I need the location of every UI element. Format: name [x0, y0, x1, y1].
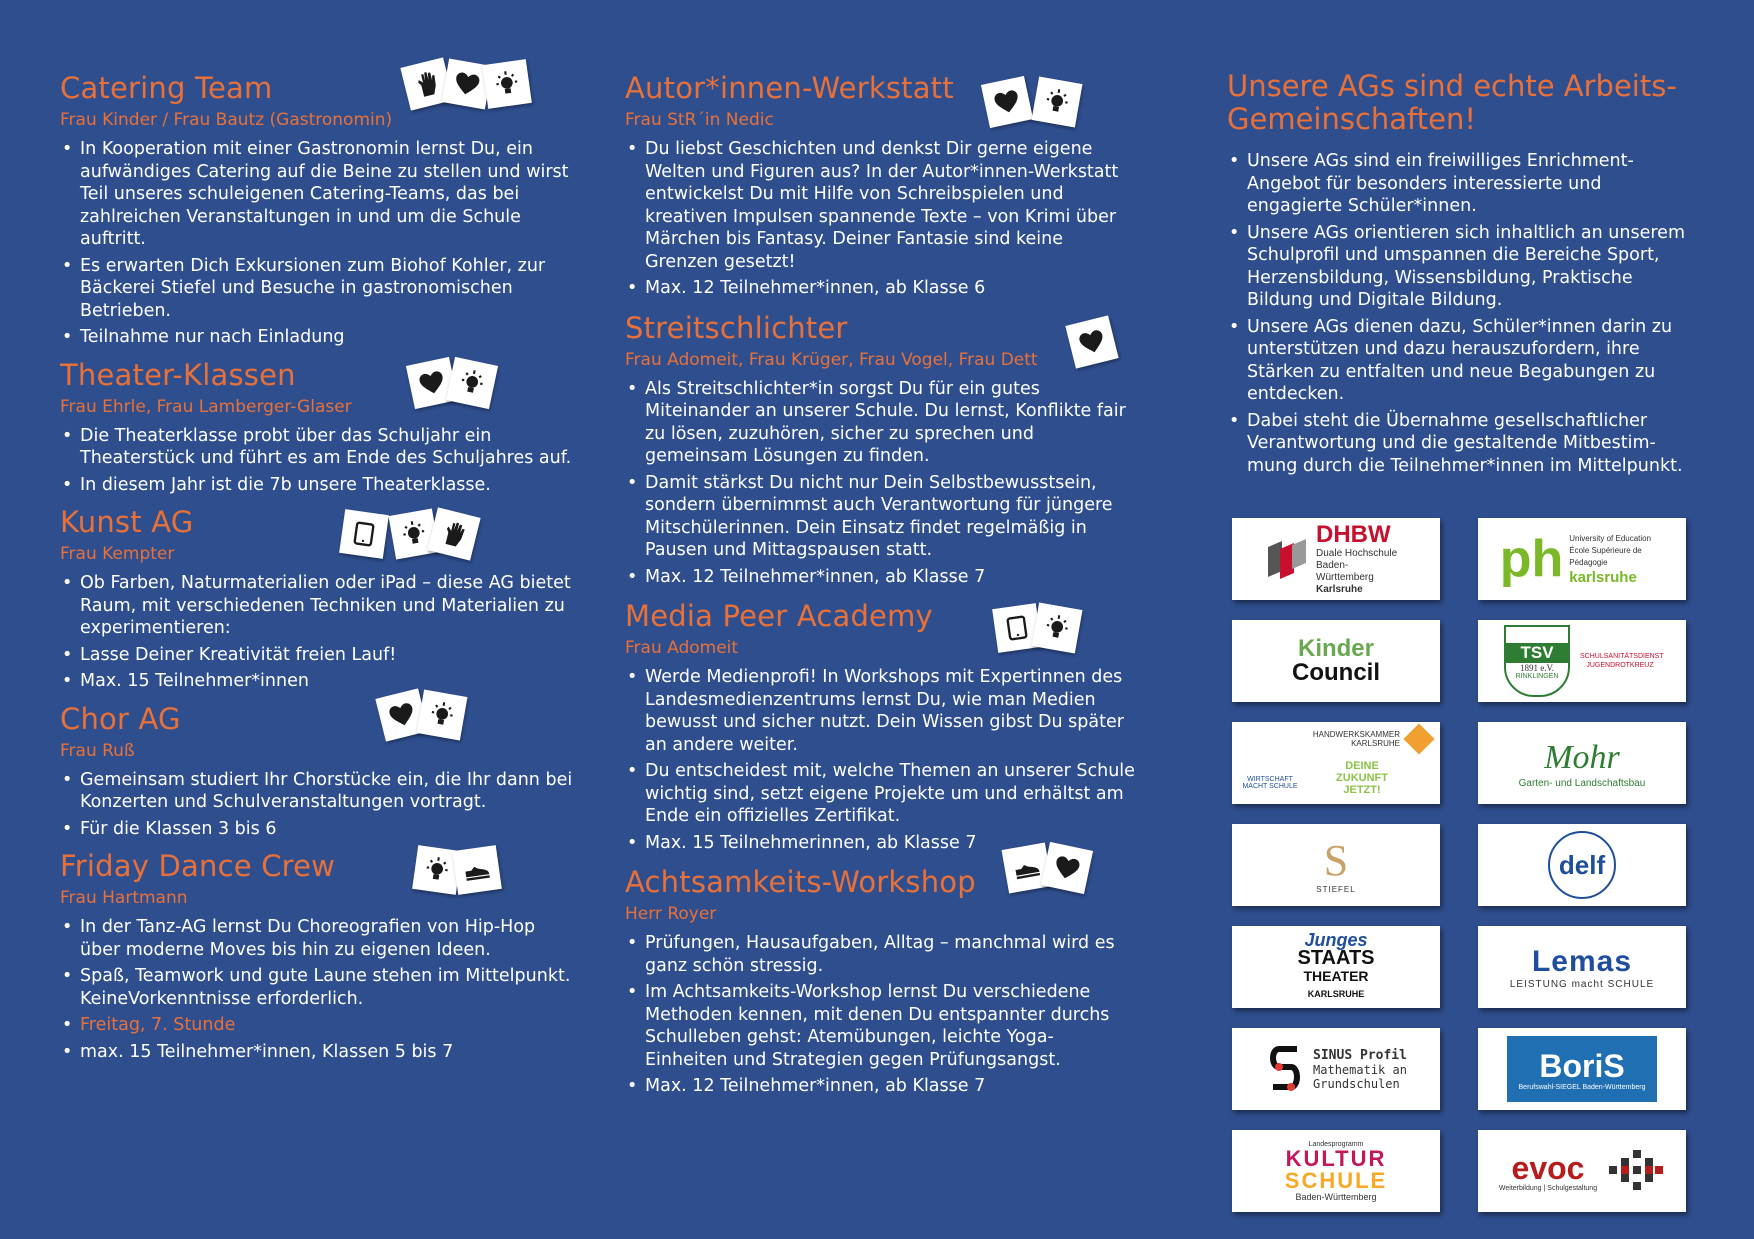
list-item: • Die Theaterklasse probt über das Schuljahr ein Theaterstück und führt es am Ende des Schuljahres auf.	[60, 425, 580, 470]
ag-lead: Frau Kempter	[60, 544, 175, 564]
list-item: • Unsere AGs orientieren sich inhaltlich an unserem Schulprofil und umspannen die Bereiche Sport, Herzensbildung, Wissensbildung, Praktische Bildung und Digitale Bildung.	[1227, 222, 1697, 312]
ag-title: Autor*innen-Werkstatt	[625, 71, 954, 105]
logo-line2: STAATS	[1297, 947, 1375, 969]
logo-line2: Council	[1292, 659, 1380, 686]
logo-place: RINKLINGEN	[1515, 672, 1559, 680]
list-item: • Im Achtsamkeits-Workshop lernst Du verschiedene Methoden kennen, mit denen Du entspannter durchs Schulleben gehst: Atemübungen, leichte Yoga-Einheiten und Strategien gegen Prüfungsangst.	[625, 981, 1135, 1071]
logo-line3: THEATER	[1303, 968, 1369, 984]
logo-line1: Junges	[1304, 930, 1368, 950]
logo-sub: LEISTUNG macht SCHULE	[1509, 978, 1655, 990]
partner-logos	[1232, 518, 1692, 1212]
icon-group	[1070, 320, 1110, 364]
tablet-icon	[339, 509, 389, 559]
list-item: • Du entscheidest mit, welche Themen an unserer Schule wichtig sind, setzt eigene Projekte um und erhältst am Ende ein offizielles Zertifikat.	[625, 760, 1135, 828]
heart-icon	[981, 76, 1033, 128]
ag-title: Theater-Klassen	[60, 357, 296, 392]
ag-title: Friday Dance Crew	[60, 849, 336, 883]
list-item: • Du liebst Geschichten und denkst Dir gerne eigene Welten und Figuren aus? In der Autor*innen-Werkstatt entwickelst Du mit Hilfe von Schreibspielen und kreativen Impulsen spannende Texte – von Krimi über Märchen bis Fantasy. Deiner Fantasie sind keine Grenzen gesetzt!	[625, 138, 1135, 273]
evoc-mark-icon	[1605, 1146, 1665, 1196]
sinus-mark-icon	[1265, 1039, 1305, 1099]
list-item: • Teilnahme nur nach Einladung	[60, 326, 580, 349]
list-item: • Werde Medienprofi! In Workshops mit Expertinnen des Landesmedienzentrums lernst Du, wie man Medien bewusst und sicher nutzt. Dein Wissen gibst Du später an andere weiter.	[625, 666, 1135, 756]
list-item: • Damit stärkst Du nicht nur Dein Selbstbewusstsein, sondern übernimmst auch Verantwortung für jüngere Mitschülerinnen. Dein Einsatz findet regelmäßig in Pausen und Mittagspausen statt.	[625, 472, 1135, 562]
logo-top: Landesprogramm	[1308, 1140, 1364, 1148]
list-item: • Lasse Deiner Kreativität freien Lauf!	[60, 644, 580, 667]
logo-left: WIRTSCHAFT MACHT SCHULE	[1242, 776, 1298, 790]
logo-mohr	[1478, 722, 1686, 804]
logo-sub: Berufswahl-SIEGEL Baden-Württemberg	[1518, 1083, 1646, 1091]
logo-ring: SCHULSANITÄTSDIENST JUGENDROTKREUZ	[1580, 653, 1664, 669]
ag-dance	[60, 848, 580, 1063]
list-item: • Für die Klassen 3 bis 6	[60, 818, 580, 841]
logo-line1: KULTUR	[1285, 1145, 1387, 1171]
logo-line2: SCHULE	[1284, 1167, 1388, 1193]
logo-sub2: Grundschulen	[1313, 1076, 1400, 1091]
logo-delf	[1478, 824, 1686, 906]
logo-staatstheater	[1232, 926, 1440, 1008]
ag-title: Kunst AG	[60, 505, 194, 539]
list-item: • Max. 12 Teilnehmer*innen, ab Klasse 7	[625, 566, 1135, 589]
ag-lead: Frau Kinder / Frau Bautz (Gastronomin)	[60, 110, 393, 130]
ag-list	[625, 138, 1135, 300]
icon-group	[342, 512, 472, 556]
logo-title: Mohr	[1544, 738, 1620, 776]
logo-year: 1891 e.V.	[1519, 662, 1555, 673]
list-item: • Als Streitschlichter*in sorgst Du für ein gutes Miteinander an unserer Schule. Du lernst, Konflikte fair zu lösen, zuzuhören, sicher zu sprechen und gemeinsam Lösungen zu finden.	[625, 378, 1135, 468]
list-item: • Prüfungen, Hausaufgaben, Alltag – manchmal wird es ganz schön stressig.	[625, 932, 1135, 977]
ag-lead: Frau Adomeit, Frau Krüger, Frau Vogel, Frau Dett	[625, 349, 1038, 370]
page-title: Unsere AGs sind echte Arbeits-Gemeinschaften!	[1227, 69, 1677, 136]
list-item: • Unsere AGs dienen dazu, Schüler*innen darin zu unterstützen und dazu herauszufordern, ihre Stärken zu entfalten und neue Begabungen zu entdecken.	[1227, 316, 1697, 406]
list-item: • Max. 12 Teilnehmer*innen, ab Klasse 7	[625, 1075, 1135, 1098]
logo-sub1: Mathematik an	[1313, 1062, 1407, 1077]
list-item: • max. 15 Teilnehmer*innen, Klassen 5 bis 7	[60, 1041, 580, 1064]
shoe-icon	[452, 845, 502, 895]
ag-list	[625, 932, 1135, 1098]
logo-title: Lemas	[1531, 944, 1633, 978]
logo-lemas	[1478, 926, 1686, 1008]
list-item: • Freitag, 7. Stunde	[60, 1014, 580, 1037]
ag-list	[625, 666, 1135, 854]
hwk-mark-icon	[1403, 723, 1434, 754]
list-item: • In der Tanz-AG lernst Du Choreografien von Hip-Hop über moderne Moves bis hin zu eigenen Ideen.	[60, 916, 580, 961]
ag-lead: Frau Adomeit	[625, 638, 739, 658]
logo-line4: KARLSRUHE	[1307, 989, 1365, 999]
ag-title: Chor AG	[60, 701, 181, 736]
ag-kunst	[60, 504, 580, 693]
ag-catering	[60, 70, 580, 349]
logo-evoc	[1478, 1130, 1686, 1212]
logo-title: delf	[1558, 849, 1606, 880]
logo-title: TSV	[1506, 643, 1568, 663]
column-middle	[625, 70, 1135, 1102]
ag-list	[625, 378, 1135, 589]
ag-achtsam	[625, 864, 1135, 1098]
logo-sub: Weiterbildung | Schulgestaltung	[1498, 1184, 1598, 1192]
bulb-icon	[1032, 603, 1083, 654]
logo-boris	[1478, 1028, 1686, 1110]
logo-title: evoc	[1511, 1149, 1585, 1186]
list-item: • Ob Farben, Naturmaterialien oder iPad – diese AG bietet Raum, mit verschiedenen Techniken und Materialien zu experimentieren:	[60, 572, 580, 640]
logo-sub: Baden-Württemberg	[1295, 1191, 1377, 1202]
logo-line1: Kinder	[1297, 635, 1374, 662]
stiefel-mark-icon: S	[1323, 835, 1349, 885]
list-item: • Max. 15 Teilnehmer*innen	[60, 670, 580, 693]
logo-title: BoriS	[1539, 1047, 1625, 1084]
bulb-icon	[446, 356, 498, 408]
icon-group	[1005, 846, 1085, 890]
dhbw-mark-icon	[1266, 539, 1310, 579]
list-item: • Max. 12 Teilnehmer*innen, ab Klasse 6	[625, 277, 1135, 300]
list-item: • Unsere AGs sind ein freiwilliges Enrichment-Angebot für besonders interessierte und engagierte Schüler*innen.	[1227, 150, 1697, 218]
ag-list	[60, 916, 580, 1063]
list-item: • Max. 15 Teilnehmerinnen, ab Klasse 7	[625, 832, 1135, 855]
list-item: • In diesem Jahr ist die 7b unsere Theaterklasse.	[60, 474, 580, 497]
list-item: • Dabei steht die Übernahme gesellschaftlicher Verantwortung und die gestaltende Mitbestim-mung durch die Teilnehmer*innen im Mittelpunkt.	[1227, 410, 1697, 478]
column-right	[1227, 70, 1697, 481]
icon-group	[380, 693, 460, 737]
logo-title: HANDWERKSKAMMER KARLSRUHE	[1312, 730, 1400, 748]
ag-title: Streitschlichter	[625, 310, 848, 345]
ag-title: Catering Team	[60, 71, 273, 105]
logo-title: SINUS Profil	[1313, 1047, 1407, 1063]
ag-theater	[60, 357, 580, 497]
list-item: • Gemeinsam studiert Ihr Chorstücke ein, die Ihr dann bei Konzerten und Schulveranstaltungen vortragt.	[60, 769, 580, 814]
logo-kulturschule	[1232, 1130, 1440, 1212]
ag-media	[625, 598, 1135, 854]
ag-lead: Frau Hartmann	[60, 888, 188, 908]
icon-group	[415, 848, 495, 892]
bulb-icon	[1032, 77, 1083, 128]
ag-lead: Frau Ehrle, Frau Lamberger-Glaser	[60, 396, 352, 417]
ag-list	[60, 769, 580, 841]
logo-right: DEINE ZUKUNFT JETZT!	[1336, 760, 1388, 796]
icon-group	[405, 62, 525, 106]
logo-kinder-council	[1232, 620, 1440, 702]
ag-title: Achtsamkeits-Workshop	[625, 865, 976, 899]
logo-title: ph	[1499, 530, 1564, 588]
logo-dhbw	[1232, 518, 1440, 600]
list-item: • In Kooperation mit einer Gastronomin lernst Du, ein aufwändiges Catering auf die Beine zu stellen und wirst Teil unseres schuleigenen Catering-Teams, das bei zahlreichen Veranstaltungen in und um die Schule auftritt.	[60, 138, 580, 251]
icon-group	[410, 361, 490, 405]
ag-autor	[625, 70, 1135, 300]
ag-chor	[60, 701, 580, 841]
column-left	[60, 70, 580, 1067]
intro-list	[1227, 150, 1697, 477]
list-item: • Spaß, Teamwork und gute Laune stehen im Mittelpunkt. KeineVorkenntnisse erforderlich.	[60, 965, 580, 1010]
logo-tsv	[1478, 620, 1686, 702]
logo-sub: Duale Hochschule Baden-Württemberg	[1316, 548, 1398, 583]
list-item: • Es erwarten Dich Exkursionen zum Biohof Kohler, zur Bäckerei Stiefel und Besuche in gastronomischen Betrieben.	[60, 255, 580, 323]
logo-city: karlsruhe	[1569, 568, 1637, 586]
logo-sub: Garten- und Landschaftsbau	[1518, 777, 1646, 789]
ag-streit	[625, 310, 1135, 589]
bulb-icon	[417, 689, 468, 740]
ag-list	[60, 138, 580, 349]
logo-city: Karlsruhe	[1316, 584, 1363, 595]
logo-stiefel	[1232, 824, 1440, 906]
icon-group	[995, 606, 1075, 650]
icon-group	[985, 80, 1075, 124]
bulb-icon	[482, 59, 532, 109]
ag-lead: Herr Royer	[625, 904, 717, 924]
ag-title: Media Peer Academy	[625, 599, 933, 633]
ag-list	[60, 425, 580, 497]
logo-title: STIEFEL	[1316, 884, 1356, 894]
ag-lead: Frau StR´in Nedic	[625, 110, 774, 130]
ag-list	[60, 572, 580, 693]
ag-lead: Frau Ruß	[60, 740, 135, 761]
logo-title: DHBW	[1316, 521, 1391, 548]
logo-handwerkskammer	[1232, 722, 1440, 804]
heart-icon	[1041, 842, 1093, 894]
logo-ph	[1478, 518, 1686, 600]
logo-sub: University of Education École Supérieure de Pédagogie	[1569, 533, 1652, 567]
logo-sinus	[1232, 1028, 1440, 1110]
